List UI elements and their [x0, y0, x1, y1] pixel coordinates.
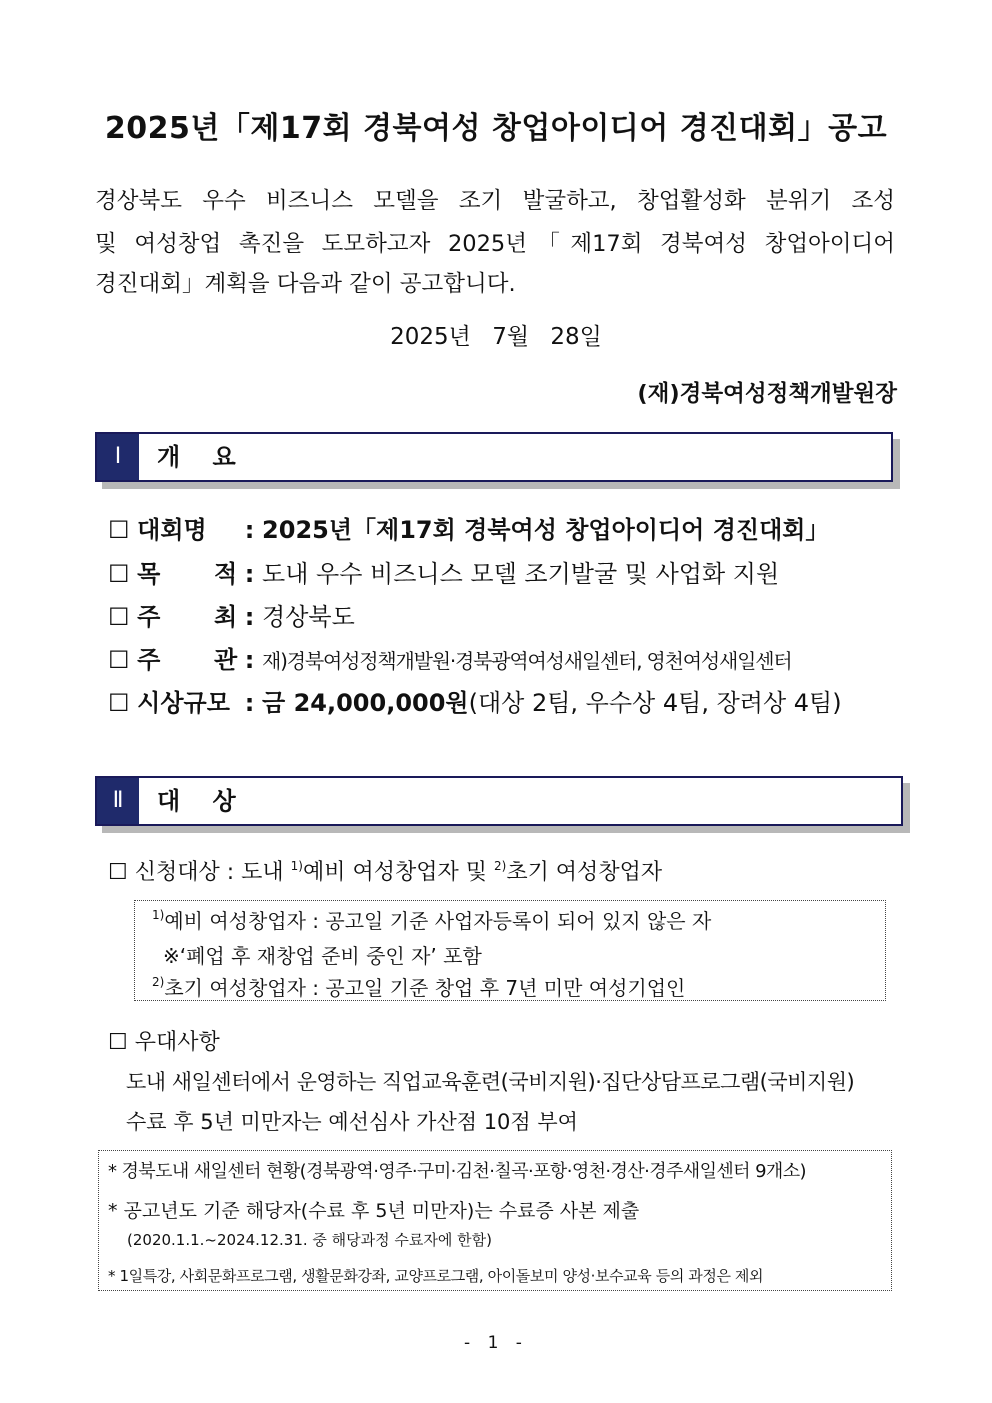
footnote-2-sub: (2020.1.1.~2024.12.31. 중 해당과정 수료자에 한함)	[127, 1231, 492, 1249]
page-number: - 1 -	[464, 1333, 528, 1353]
item-label: 대회명	[137, 516, 207, 544]
overview-item-prize	[108, 683, 842, 718]
organization-signature: (재)경북여성정책개발원장	[637, 381, 897, 407]
checkbox-icon: ☐	[108, 516, 130, 544]
item-colon: :	[244, 603, 255, 631]
page-title: 2025년「제17회 경북여성 창업아이디어 경진대회」공고	[104, 111, 888, 146]
preference-label: ☐ 우대사항	[108, 1030, 220, 1055]
item-label: 주 최	[137, 603, 238, 631]
eligibility-note-1	[152, 905, 711, 934]
overview-item-organizer	[108, 640, 791, 675]
section-number: Ⅰ	[97, 434, 139, 480]
footnote-2: * 공고년도 기준 해당자(수료 후 5년 미만자)는 수료증 사본 제출	[108, 1200, 640, 1222]
item-colon: :	[244, 560, 255, 588]
eligibility-text: 예비 여성창업자 및	[302, 860, 487, 885]
footnote-marker: 1)	[290, 859, 303, 873]
prize-amount: 금 24,000,000원	[262, 689, 469, 717]
intro-line-2: 및 여성창업 촉진을 도모하고자 2025년「제17회 경북여성 창업아이디어	[95, 231, 895, 257]
checkbox-icon: ☐	[108, 646, 130, 674]
overview-item-purpose	[108, 554, 779, 589]
eligibility-note-2	[152, 972, 685, 1001]
checkbox-icon: ☐	[108, 603, 130, 631]
footnote-1: * 경북도내 새일센터 현황(경북광역·영주·구미·김천·칠곡·포항·영천·경산·경주새일센터 9개소)	[108, 1161, 806, 1182]
eligibility-label: ☐ 신청대상 : 도내	[108, 860, 284, 885]
intro-line-1: 경상북도 우수 비즈니스 모델을 조기 발굴하고, 창업활성화 분위기 조성	[95, 188, 895, 214]
item-colon: :	[244, 646, 255, 674]
footnote-marker: 2)	[493, 859, 507, 873]
section-heading-target	[95, 776, 903, 826]
section-title: 대 상	[157, 787, 248, 815]
item-label: 주 관	[137, 646, 238, 674]
item-value: 2025년「제17회 경북여성 창업아이디어 경진대회」	[262, 516, 830, 544]
item-value: 경상북도	[262, 603, 355, 631]
item-value: (대상 2팀, 우수상 4팀, 장려상 4팀)	[468, 689, 842, 717]
overview-item-host	[108, 597, 355, 632]
item-colon: :	[244, 516, 255, 544]
footnote-3: * 1일특강, 사회문화프로그램, 생활문화강좌, 교양프로그램, 아이돌보미 양성·보수교육 등의 과정은 제외	[108, 1267, 764, 1285]
eligibility-text: 초기 여성창업자	[506, 860, 663, 885]
item-value: 도내 우수 비즈니스 모델 조기발굴 및 사업화 지원	[262, 560, 780, 588]
item-label: 목 적	[137, 560, 238, 588]
checkbox-icon: ☐	[108, 560, 130, 588]
section-number: Ⅱ	[97, 778, 139, 824]
item-colon: :	[244, 689, 255, 717]
announcement-date: 2025년 7월 28일	[390, 324, 602, 350]
item-value: 재)경북여성정책개발원·경북광역여성새일센터, 영천여성새일센터	[262, 649, 792, 673]
target-eligibility	[108, 855, 662, 886]
section-title: 개 요	[157, 443, 248, 471]
intro-line-3: 경진대회」계획을 다음과 같이 공고합니다.	[95, 271, 516, 297]
note-text: 초기 여성창업자 : 공고일 기준 창업 후 7년 미만 여성기업인	[164, 976, 686, 1000]
eligibility-note-1b: ※‘폐업 후 재창업 준비 중인 자’ 포함	[163, 944, 482, 968]
overview-item-name	[108, 510, 829, 545]
note-text: 예비 여성창업자 : 공고일 기준 사업자등록이 되어 있지 않은 자	[164, 909, 712, 933]
preference-line-1: 도내 새일센터에서 운영하는 직업교육훈련(국비지원)·집단상담프로그램(국비지원)	[126, 1070, 855, 1094]
preference-line-2: 수료 후 5년 미만자는 예선심사 가산점 10점 부여	[126, 1110, 578, 1134]
item-label: 시상규모	[137, 689, 230, 717]
footnote-marker: 1)	[152, 908, 165, 922]
section-heading-overview	[95, 432, 893, 482]
footnote-marker: 2)	[152, 975, 165, 989]
checkbox-icon: ☐	[108, 689, 130, 717]
